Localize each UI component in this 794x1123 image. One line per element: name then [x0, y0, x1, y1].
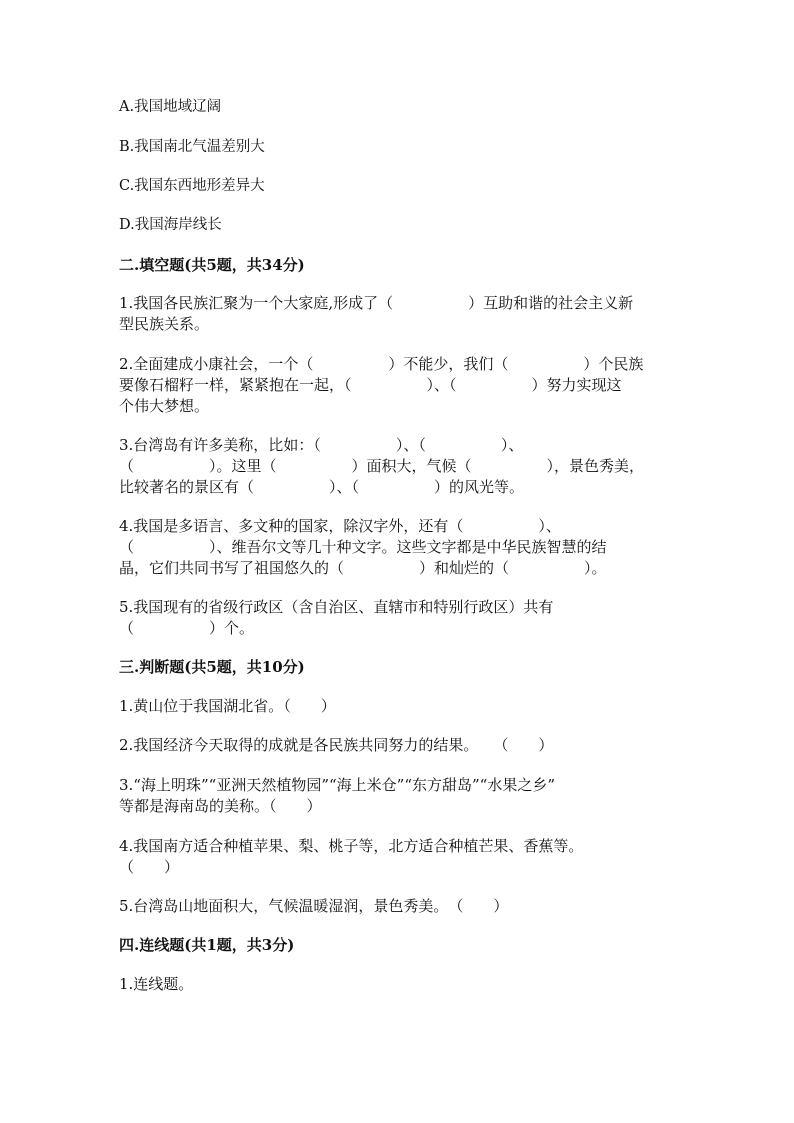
fill-q3-line1: 3.台湾岛有许多美称，比如：（ ）、（ ）、: [119, 436, 524, 454]
section-heading-matching: 四.连线题(共1题，共3分): [119, 936, 295, 954]
judge-q5: 5.台湾岛山地面积大，气候温暖湿润，景色秀美。 （ ）: [119, 897, 509, 915]
fill-q2-line2: 要像石榴籽一样，紧紧抱在一起，（ ）、（ ）努力实现这: [119, 376, 622, 394]
fill-q3-line3: 比较著名的景区有（ ）、（ ）的风光等。: [119, 478, 525, 496]
fill-q4-line3: 晶，它们共同书写了祖国悠久的（ ）和灿烂的（ ）。: [119, 559, 607, 577]
fill-q2-line3: 个伟大梦想。: [119, 397, 210, 415]
fill-q1-line1: 1.我国各民族汇聚为一个大家庭,形成了（ ）互助和谐的社会主义新: [119, 294, 634, 312]
judge-q2: 2.我国经济今天取得的成就是各民族共同努力的结果。 （ ）: [119, 736, 554, 754]
fill-q3-line2: （ ）。这里（ ）面积大，气候（ ），景色秀美，: [119, 457, 645, 475]
fill-q5-line2: （ ）个。: [119, 619, 255, 637]
fill-q4-line2: （ ）、维吾尔文等几十种文字。这些文字都是中华民族智慧的结: [119, 538, 607, 556]
option-c: C.我国东西地形差异大: [119, 178, 265, 194]
section-heading-fill-blank: 二.填空题(共5题，共34分): [119, 256, 305, 274]
section-heading-true-false: 三.判断题(共5题，共10分): [119, 658, 305, 676]
judge-q1: 1.黄山位于我国湖北省。（ ）: [119, 697, 336, 715]
judge-q3-line2: 等都是海南岛的美称。（ ）: [119, 797, 322, 815]
fill-q4-line1: 4.我国是多语言、多文种的国家，除汉字外，还有（ ）、: [119, 517, 561, 535]
option-d: D.我国海岸线长: [119, 217, 222, 233]
option-b: B.我国南北气温差别大: [119, 139, 265, 155]
judge-q4-line1: 4.我国南方适合种植苹果、梨、桃子等，北方适合种植芒果、香蕉等。: [119, 837, 584, 855]
option-a: A.我国地域辽阔: [119, 99, 222, 115]
fill-q2-line1: 2.全面建成小康社会，一个（ ）不能少，我们（ ）个民族: [119, 355, 644, 373]
judge-q3-line1: 3.“海上明珠”“亚洲天然植物园”“海上米仓”“东方甜岛”“水果之乡”: [119, 776, 555, 794]
judge-q4-line2: （ ）: [119, 858, 180, 876]
fill-q5-line1: 5.我国现有的省级行政区（含自治区、直辖市和特别行政区）共有: [119, 598, 554, 616]
matching-q1: 1.连线题。: [119, 975, 194, 993]
fill-q1-line2: 型民族关系。: [119, 315, 210, 333]
